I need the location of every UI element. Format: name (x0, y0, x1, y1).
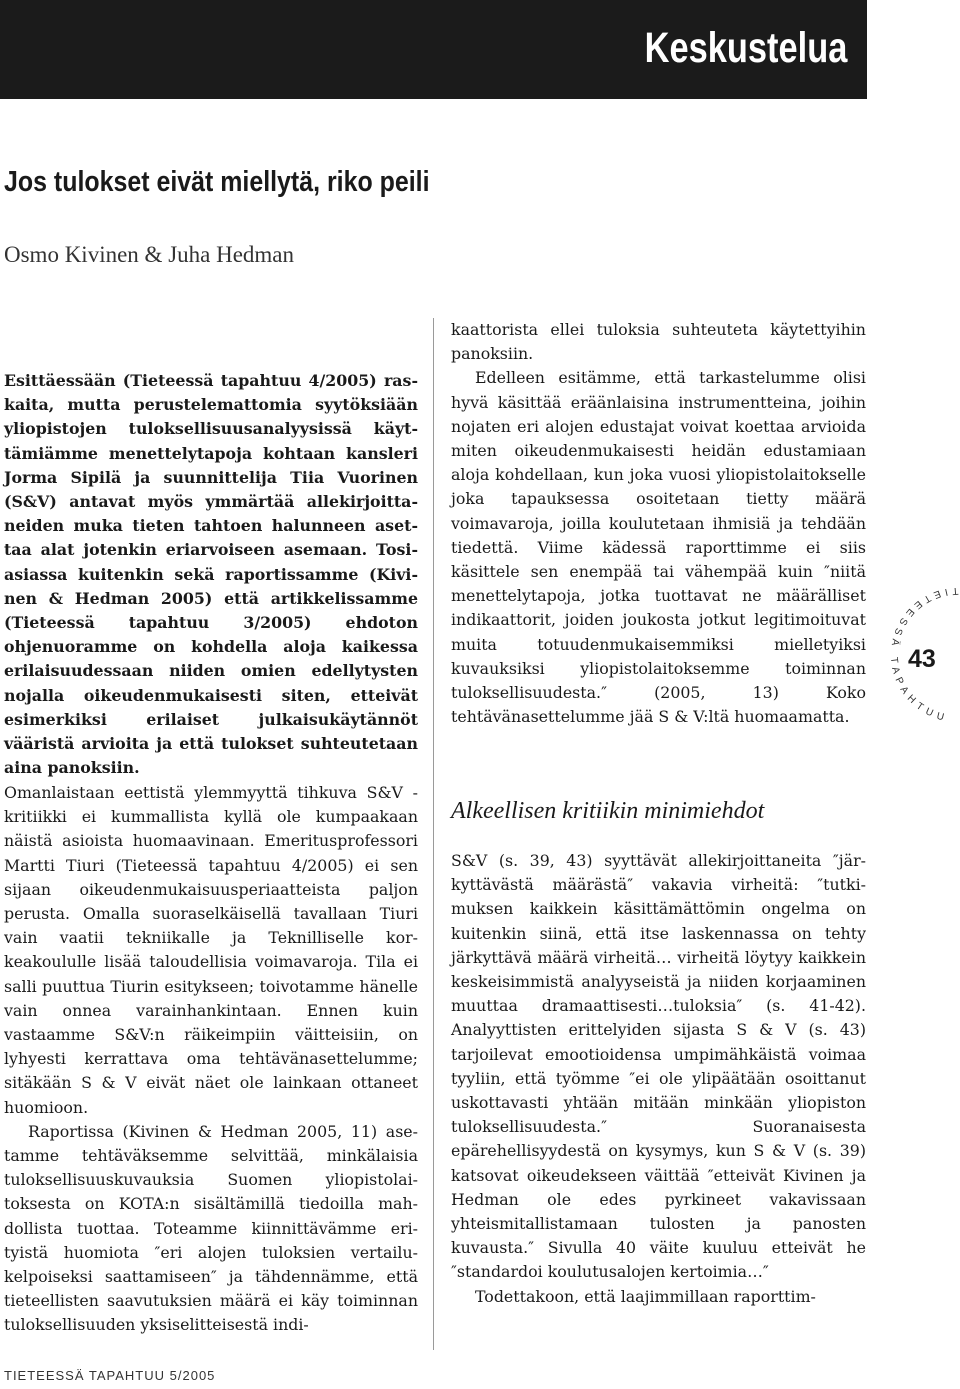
section-banner (0, 0, 867, 99)
section-title: Keskustelua (644, 24, 847, 72)
left-column-body (4, 781, 418, 1338)
journal-arc-textpath: TIETEESSÄ TAPAHTUU (887, 584, 959, 725)
body-paragraph: Raportissa (Kivinen & Hedman 2005, 11) asetamme tehtäväksemme selvittää, minkälaisia tuloksellisuuskuvauksia Suomen yliopistolaitoksesta on KOTA:n sisältämillä tiedoilla mahdollista tuottaa. Toteamme kiinnittävämme erityistä huomiota ″eri alojen tuloksien vertailukelpoiseksi saattamiseen″ ja tähdennämme, että tieteellisten saavutuksien määrä ei käy toiminnan tuloksellisuuden yksiselitteisestä indi- (4, 1121, 418, 1335)
lead-paragraph: Esittäessään (Tieteessä tapahtuu 4/2005) raskaita, mutta perustelemattomia syytöksiään yliopistojen tuloksellisuusanalyysissä käyttämiämme menettelytapoja kohtaan kansleri Jorma Sipilä ja suunnittelija Tiia Vuorinen (S&V) antavat myös ymmärtää allekirjoittaneiden muka tieten tahtoen halunneen asettaa alat jotenkin eriarvoiseen asemaan. Tosiasiassa kuitenkin sekä raportissamme (Kivinen & Hedman 2005) että artikkelissamme (Tieteessä tapahtuu 3/2005) ehdoton ohjenuoramme on kohdella aloja kaikessa erilaisuudessaan niiden omien edellytysten nojalla oikeudenmukaisesti siten, etteivät esimerkiksi erilaiset julkaisukäytännöt vääristä arvioita ja että tulokset suhteutetaan aina panoksiin. (4, 371, 418, 778)
article-title: Jos tulokset eivät miellytä, riko peili (4, 166, 430, 198)
body-paragraph: S&V (s. 39, 43) syyttävät allekirjoittaneita ″järkyttävästä määrästä″ vakavia virheitä: ″tutkimuksen kaikkein käsittämättömin ongelma on kuitenkin siinä, että itse laskennassa on tehty järkyttävä määrä virheitä… virheitä löytyy kaikkein keskeisimmistä analyyseistä ja niiden korjaaminen muuttaa dramaattisesti…tuloksia″ (s. 41-42). Analyyttisten erittelyiden sijasta S & V (s. 43) tarjoilevat emootioidensa umpimähkäistä voimaa tyyliin, että työmme ″ei ole ylipäätään osoittanut uskottavasti yhtään mitään minkään yliopiston tuloksellisuudesta.″ Suoranaisesta epärehellisyydestä on kysymys, kun S & V (s. 39) katsovat oikeudekseen väittää ″etteivät Kivinen ja Hedman ole edes pyrkineet vakavissaan yhteismitallistamaan tulosten ja panosten kuvausta.″ Sivulla 40 väite kuuluu etteivät he ″standardoi koulutusalojen kertoimia…″ (451, 851, 866, 1282)
body-paragraph: Omanlaistaan eettistä ylemmyyttä tihkuva S&V -kritiikki ei kummallista kyllä ole kumpaakaan näistä asioista huomaavinaan. Emeritusprofessori Martti Tiuri (Tieteessä tapahtuu 4/2005) ei sen sijaan oikeudenmukaisuusperiaatteista paljon perusta. Omalla suoraselkäisellä tavallaan Tiuri vain vaatii tekniikalle ja Teknilliselle korkeakoululle lisää taloudellisia voimavaroja. Tila ei salli puuttua Tiurin esitykseen; toivotamme hänelle vain onnea varainhankintaan. Ennen kuin vastaamme S&V:n räikeimpiin väitteisiin, on lyhyesti kerrattava oma tehtävänasettelumme; sitäkään S & V eivät näet ole lainkaan ottaneet huomioon. (4, 783, 418, 1117)
left-column (4, 369, 418, 780)
section-subheading: Alkeellisen kritiikin minimiehdot (451, 798, 765, 824)
body-paragraph: kaattorista ellei tuloksia suhteuteta käytettyihin panoksiin. (451, 320, 866, 364)
article-authors: Osmo Kivinen & Juha Hedman (4, 242, 295, 267)
column-divider (433, 318, 434, 1350)
body-paragraph: Todettakoon, että laajimmillaan raporttim- (475, 1286, 816, 1306)
body-paragraph: Edelleen esitämme, että tarkastelumme olisi hyvä käsittää eräänlaisina instrumentteina, joihin nojaten eri alojen edustajat voivat koettaa arvioida miten oikeudenmukaisesti heidän edustamiaan aloja kohdellaan, kun joka vuosi yliopistolaitokselle joka tapauksessa osoitetaan tietty määrä voimavaroja, joilla koulutetaan ihmisiä ja tehdään tiedettä. Viime kädessä raporttimme ei siis käsittele sen enempää tai vähempää kuin ″niitä menettelytapoja, jotka tuottavat ne määrälliset indikaattorit, joiden joukosta jotkut legitimoituvat muita totuudenmukaisemmiksi mielletyiksi kuvauksiksi yliopistolaitoksemme toiminnan tuloksellisuudesta.″ (2005, 13) Koko tehtävänasettelumme jää S & V:ltä huomaamatta. (451, 368, 866, 727)
right-column (451, 318, 866, 729)
footer-journal-issue: TIETEESSÄ TAPAHTUU 5/2005 (4, 1368, 216, 1383)
page-number: 43 (908, 645, 936, 673)
right-column-body (451, 849, 866, 1309)
